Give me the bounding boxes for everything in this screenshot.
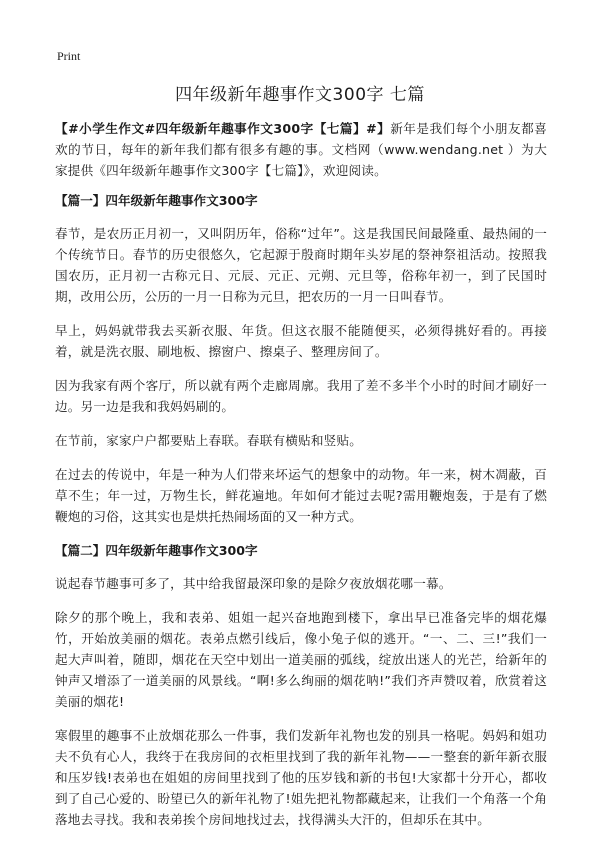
section-heading-2: 【篇二】四年级新年趣事作文300字 [55, 543, 258, 558]
paragraph: 说起春节趣事可多了，其中给我留最深印象的是除夕夜放烟花哪一幕。 [55, 576, 452, 591]
paragraph: 早上，妈妈就带我去买新衣服、年货。但这衣服不能随便买，必须得挑好看的。再接着，就是洗衣服、刷地板、擦窗户、擦桌子、整理房间了。 [55, 323, 547, 359]
paragraph: 除夕的那个晚上，我和表弟、姐姐一起兴奋地跑到楼下，拿出早已准备完毕的烟花爆竹，开始放美丽的烟花。表弟点燃引线后，像小兔子似的逃开。“一、二、三!”我们一起大声叫着，随即，烟花在天空中划出一道美丽的弧线，绽放出迷人的光芒，给新年的钟声又增添了一道美丽的风景线。“啊!多么绚丽的烟花呐!”我们齐声赞叹着，欣赏着这美丽的烟花! [55, 610, 547, 709]
paragraph: 在节前，家家户户都要贴上春联。春联有横贴和竖贴。 [55, 433, 363, 448]
page-title: 四年级新年趣事作文300字 七篇 [175, 85, 425, 105]
section-heading-1: 【篇一】四年级新年趣事作文300字 [55, 193, 258, 208]
paragraph: 因为我家有两个客厅，所以就有两个走廊周廓。我用了差不多半个小时的时间才刷好一边。另一边是我和我妈妈刷的。 [55, 378, 547, 414]
intro-text: 新年是我们每个小朋友都喜欢的节日，每年的新年我们都有很多有趣的事。文档网（www.wendang.net ）为大家提供《四年级新年趣事作文300字【七篇】》，欢迎阅读。 [55, 121, 547, 178]
print-label[interactable]: Print [57, 49, 81, 63]
intro-tags: 【#小学生作文#四年级新年趣事作文300字【七篇】#】 [55, 121, 391, 136]
article-body [55, 118, 547, 843]
paragraph: 寒假里的趣事不止放烟花那么一件事，我们发新年礼物也发的别具一格呢。妈妈和姐功夫不负有心人，我终于在我房间的衣柜里找到了我的新年礼物——一整套的新年新衣服和压岁钱!表弟也在姐姐的房间里找到了他的压岁钱和新的书包!大家都十分开心，都收到了自己心爱的、盼望已久的新年礼物了!姐先把礼物都藏起来，让我们一个角落一个角落地去寻找。我和表弟挨个房间地找过去，找得满头大汗的，但却乐在其中。 [55, 728, 547, 827]
intro-paragraph [55, 118, 547, 181]
paragraph: 春节，是农历正月初一，又叫阴历年，俗称“过年”。这是我国民间最隆重、最热闹的一个传统节日。春节的历史很悠久，它起源于殷商时期年头岁尾的祭神祭祖活动。按照我国农历，正月初一古称元日、元辰、元正、元朔、元旦等，俗称年初一，到了民国时期，改用公历，公历的一月一日称为元旦，把农历的一月一日叫春节。 [55, 226, 547, 304]
paragraph: 在过去的传说中，年是一种为人们带来坏运气的想象中的动物。年一来，树木凋蔽，百草不生；年一过，万物生长，鲜花遍地。年如何才能过去呢?需用鞭炮轰，于是有了燃鞭炮的习俗，这其实也是烘托热闹场面的又一种方式。 [55, 467, 547, 524]
